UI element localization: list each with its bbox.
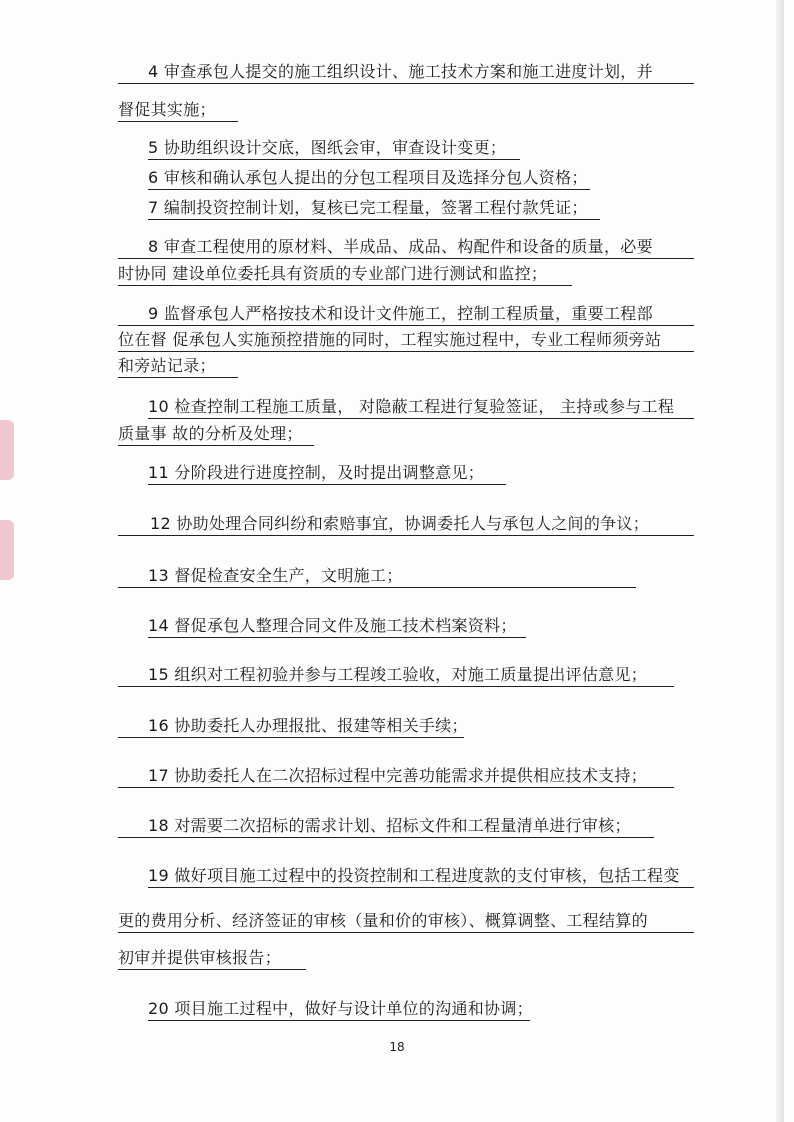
clause-line: 13 督促检查安全生产，文明施工； [148,566,403,585]
underline-rule [118,258,694,259]
underline-rule [148,418,694,419]
clause-line: 6 审核和确认承包人提出的分包工程项目及选择分包人资格； [148,168,588,187]
seal-fragment-lower [0,520,14,580]
page-number: 18 [389,1040,405,1054]
underline-rule [118,285,572,286]
clause-line: 更的费用分析、经济签证的审核（量和价的审核）、概算调整、工程结算的 [118,911,648,930]
underline-rule [148,637,526,638]
clause-line: 14 督促承包人整理合同文件及施工技术档案资料； [148,616,517,635]
underline-rule [118,325,694,326]
underline-rule [118,837,654,838]
clause-line: 督促其实施； [118,100,216,119]
clause-line: 16 协助委托人办理报批、报建等相关手续； [148,716,468,735]
page-edge-shadow [776,0,784,1122]
clause-line: 5 协助组织设计交底，图纸会审，审查设计变更； [148,138,507,157]
clause-line: 10 检查控制工程施工质量， 对隐蔽工程进行复验签证， 主持或参与工程 [148,397,675,416]
clause-line: 时协同 建设单位委托具有资质的专业部门进行测试和监控； [118,264,548,283]
clause-line: 11 分阶段进行进度控制，及时提出调整意见； [148,463,485,482]
underline-rule [148,484,506,485]
clause-line: 12 协助处理合同纠纷和索赔事宜，协调委托人与承包人之间的争议； [150,514,650,533]
clause-line: 质量事 故的分析及处理； [118,424,303,443]
underline-rule [148,189,590,190]
clause-line: 17 协助委托人在二次招标过程中完善功能需求并提供相应技术支持； [148,766,648,785]
underline-rule [148,887,694,888]
underline-rule [118,83,694,84]
underline-rule [118,787,674,788]
clause-line: 位在督 促承包人实施预控措施的同时，工程实施过程中，专业工程师须旁站 [118,330,662,349]
clause-line: 初审并提供审核报告； [118,948,282,967]
underline-rule [148,159,520,160]
underline-rule [118,969,306,970]
underline-rule [118,587,636,588]
clause-line: 8 审查工程使用的原材料、半成品、成品、构配件和设备的质量，必要 [148,237,653,256]
clause-line: 19 做好项目施工过程中的投资控制和工程进度款的支付审核，包括工程变 [148,866,680,885]
clause-line: 18 对需要二次招标的需求计划、招标文件和工程量清单进行审核； [148,816,631,835]
underline-rule [148,219,600,220]
underline-rule [118,737,464,738]
clause-line: 4 审查承包人提交的施工组织设计、施工技术方案和施工进度计划，并 [148,62,653,81]
underline-rule [118,377,238,378]
underline-rule [118,351,694,352]
seal-fragment-upper [0,420,14,480]
underline-rule [118,535,694,536]
underline-rule [118,121,238,122]
clause-line: 9 监督承包人严格按技术和设计文件施工，控制工程质量，重要工程部 [148,304,653,323]
clause-line: 15 组织对工程初验并参与工程竣工验收，对施工质量提出评估意见； [148,665,648,684]
clause-line: 7 编制投资控制计划，复核已完工程量，签署工程付款凭证； [148,198,588,217]
underline-rule [118,445,314,446]
underline-rule [148,1020,530,1021]
underline-rule [118,686,674,687]
clause-line: 和旁站记录； [118,356,216,375]
underline-rule [118,932,694,933]
clause-line: 20 项目施工过程中，做好与设计单位的沟通和协调； [148,999,533,1018]
